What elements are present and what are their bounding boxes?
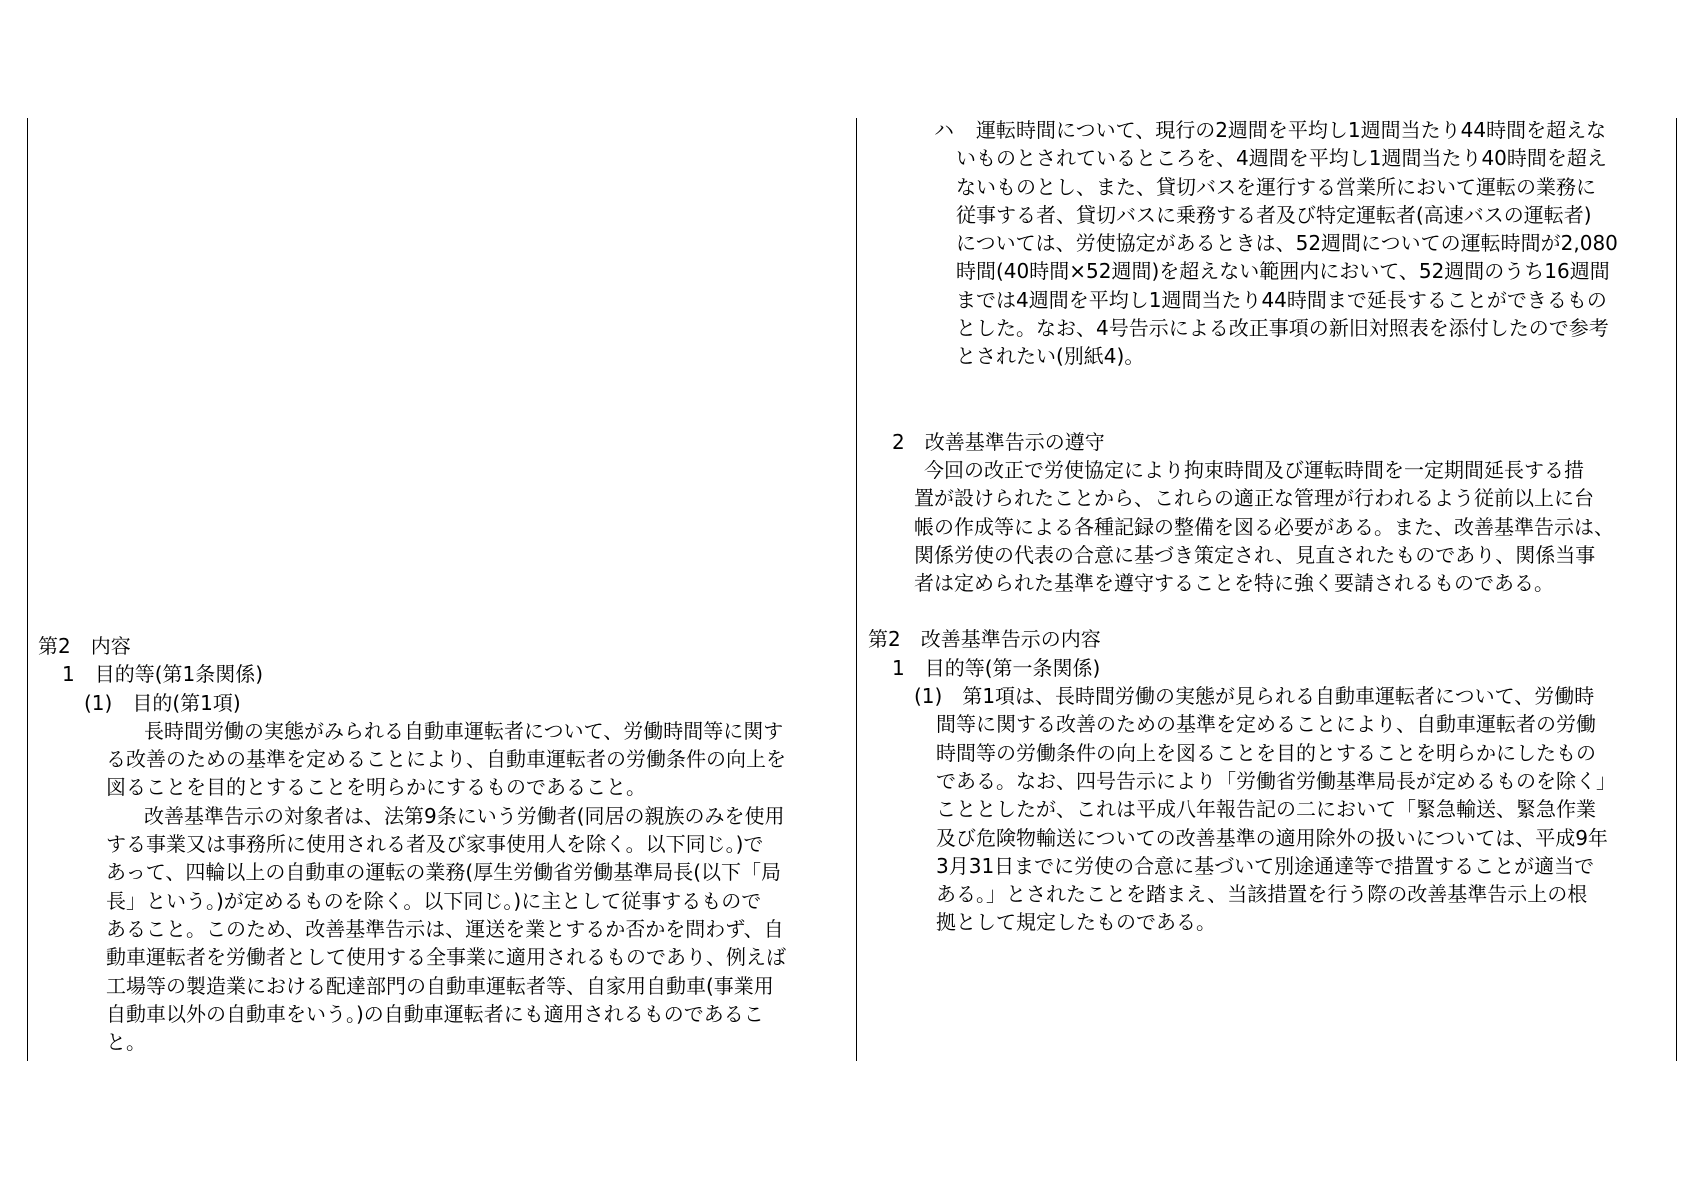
right-sub1-line: 3月31日までに労使の合意に基づいて別途通達等で措置することが適当で	[936, 853, 1595, 878]
right-column	[868, 116, 1668, 937]
right-sub1-line: ある。」とされたことを踏まえ、当該措置を行う際の改善基準告示上の根	[936, 882, 1588, 907]
right-sub1-line: である。なお、四号告示により「労働省労働基準局長が定めるものを除く」	[936, 768, 1616, 793]
right-heading: 第2 改善基準告示の内容	[868, 627, 1101, 652]
right-sub1-line: 時間等の労働条件の向上を図ることを目的とすることを明らかにしたもの	[936, 740, 1596, 765]
left-para2-line: 長」という。)が定めるものを除く。以下同じ。)に主として従事するもので	[106, 888, 762, 913]
item-ha-first-line	[868, 116, 1668, 144]
left-heading: 第2 内容	[38, 634, 131, 658]
section2-line: 置が設けられたことから、これらの適正な管理が行われるよう従前以上に台	[914, 486, 1594, 511]
item-ha-line: 従事する者、貸切バスに乗務する者及び特定運転者(高速バスの運転者)	[956, 202, 1592, 227]
left-para2-line: する事業又は事務所に使用される者及び家事使用人を除く。以下同じ。)で	[106, 832, 764, 857]
section2-line: 今回の改正で労使協定により拘束時間及び運転時間を一定期間延長する措	[924, 457, 1584, 482]
left-para1-line: 長時間労働の実態がみられる自動車運転者について、労働時間等に関す	[144, 718, 784, 743]
section2-line: 関係労使の代表の合意に基づき策定され、見直されたものであり、関係当事	[914, 542, 1596, 567]
spacer	[868, 371, 1668, 428]
item-ha-line: については、労使協定があるときは、52週間についての運転時間が2,080	[956, 231, 1618, 256]
right-sub1-line: こととしたが、これは平成八年報告記の二において「緊急輸送、緊急作業	[936, 797, 1596, 822]
right-sub1-line: 及び危険物輸送についての改善基準の適用除外の扱いについては、平成9年	[936, 825, 1608, 850]
left-para2-line: あること。このため、改善基準告示は、運送を業とするか否かを問わず、自	[106, 916, 784, 941]
left-section1-title: 1 目的等(第1条関係)	[62, 662, 264, 687]
item-ha-line: までは4週間を平均し1週間当たり44時間まで延長することができるもの	[956, 287, 1607, 312]
left-border-line	[27, 118, 28, 1061]
right-border-line	[1676, 118, 1677, 1061]
left-para2-line: 自動車以外の自動車をいう。)の自動車運転者にも適用されるものであるこ	[106, 1001, 764, 1026]
item-ha-line: とされたい(別紙4)。	[956, 344, 1145, 369]
left-para2-line: 動車運転者を労働者として使用する全事業に適用されるものであり、例えば	[106, 945, 786, 970]
left-sub1-title: (1) 目的(第1項)	[84, 690, 241, 715]
left-para2-line: あって、四輪以上の自動車の運転の業務(厚生労働省労働基準局長(以下「局	[106, 860, 782, 885]
left-para1-line: る改善のための基準を定めることにより、自動車運転者の労働条件の向上を	[106, 747, 786, 772]
left-para2-line: と。	[106, 1030, 146, 1055]
left-para2-line: 改善基準告示の対象者は、法第9条にいう労働者(同居の親族のみを使用	[144, 803, 785, 828]
right-sub1-first-line: (1) 第1項は、長時間労働の実態が見られる自動車運転者について、労働時	[914, 684, 1595, 709]
section2-line: 者は定められた基準を遵守することを特に強く要請されるものである。	[914, 571, 1554, 596]
spacer	[868, 597, 1668, 625]
item-ha-line: とした。なお、4号告示による改正事項の新旧対照表を添付したので参考	[956, 316, 1609, 341]
item-ha-line: 時間(40時間×52週間)を超えない範囲内において、52週間のうち16週間	[956, 259, 1610, 284]
item-ha-marker: ハ	[934, 118, 954, 142]
section2-line: 帳の作成等による各種記録の整備を図る必要がある。また、改善基準告示は、	[914, 514, 1614, 539]
item-ha-line: ないものとし、また、貸切バスを運行する営業所において運転の業務に	[956, 174, 1596, 199]
left-column	[38, 632, 848, 1056]
right-sub1-line: 間等に関する改善のための基準を定めることにより、自動車運転者の労働	[936, 712, 1596, 737]
center-divider-line	[856, 118, 857, 1061]
right-sub1-line: 拠として規定したものである。	[936, 910, 1216, 935]
left-para1-line: 図ることを目的とすることを明らかにするものであること。	[106, 775, 646, 800]
left-para2-line: 工場等の製造業における配達部門の自動車運転者等、自家用自動車(事業用	[106, 973, 774, 998]
item-ha-text: 運転時間について、現行の2週間を平均し1週間当たり44時間を超えな	[976, 118, 1607, 142]
right-section1-title: 1 目的等(第一条関係)	[892, 655, 1101, 680]
item-ha-line: いものとされているところを、4週間を平均し1週間当たり40時間を超え	[956, 146, 1607, 171]
right-section2-title: 2 改善基準告示の遵守	[892, 429, 1105, 454]
